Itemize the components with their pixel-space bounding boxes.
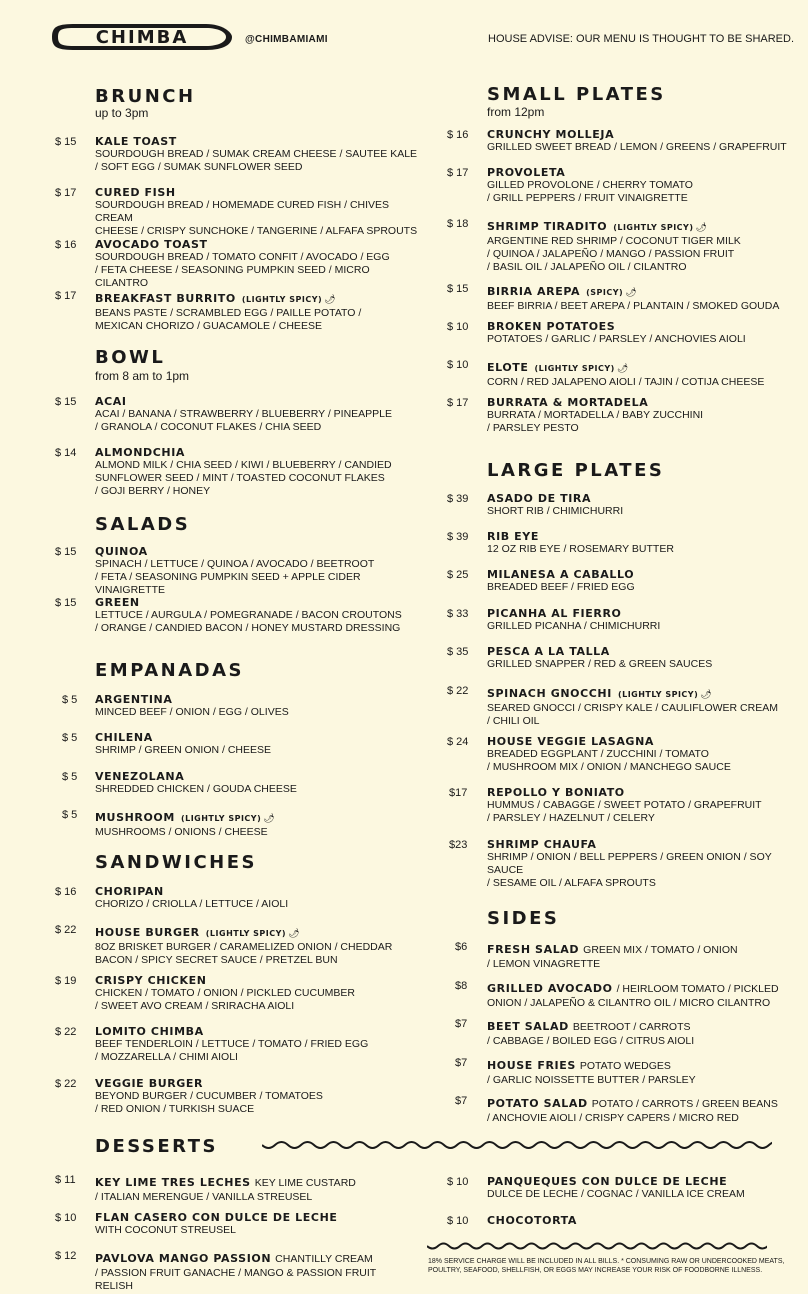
- item-price: $ 15: [447, 283, 469, 295]
- item-desc-line: GRILLED PICANHA / CHIMICHURRI: [487, 620, 661, 632]
- item-name: LOMITO CHIMBA: [95, 1025, 204, 1038]
- item-desc-inline: CHANTILLY CREAM: [275, 1253, 373, 1265]
- item-price: $ 17: [55, 187, 77, 199]
- menu-item: [455, 1094, 787, 1125]
- item-desc-line: BURRATA / MORTADELLA / BABY ZUCCHINI: [487, 409, 704, 421]
- menu-item: [447, 128, 807, 154]
- item-price: $ 22: [55, 924, 77, 936]
- item-name: SHRIMP TIRADITO: [487, 220, 608, 233]
- spice-tag: (LIGHTLY SPICY): [534, 364, 615, 373]
- item-name: SPINACH GNOCCHI: [487, 687, 612, 700]
- item-desc-line: SUNFLOWER SEED / MINT / TOASTED COCONUT FLAKES: [95, 472, 385, 484]
- item-desc-line: GILLED PROVOLONE / CHERRY TOMATO: [487, 179, 693, 191]
- item-price: $ 17: [55, 290, 77, 302]
- menu-item: [62, 770, 425, 796]
- item-price: $ 39: [447, 493, 469, 505]
- menu-item: [55, 289, 425, 333]
- menu-item: [447, 568, 807, 594]
- menu-item: [455, 1017, 787, 1048]
- item-desc-line: MEXICAN CHORIZO / GUACAMOLE / CHEESE: [95, 320, 322, 332]
- item-price: $ 10: [447, 359, 469, 371]
- item-name: BREAKFAST BURRITO: [95, 292, 236, 305]
- item-price: $ 15: [55, 597, 77, 609]
- item-price: $ 5: [62, 732, 78, 744]
- menu-item: [55, 238, 425, 290]
- item-desc-line: ACAI / BANANA / STRAWBERRY / BLUEBERRY / PINEAPPLE: [95, 408, 393, 420]
- item-name: VEGGIE BURGER: [95, 1077, 204, 1090]
- item-desc-line: / QUINOA / JALAPEÑO / MANGO / PASSION FRUIT: [487, 248, 735, 260]
- item-desc-line: CORN / RED JALAPENO AIOLI / TAJIN / COTIJA CHEESE: [487, 376, 765, 388]
- item-price: $ 35: [447, 646, 469, 658]
- item-price: $ 15: [55, 546, 77, 558]
- item-desc-line: GRILLED SNAPPER / RED & GREEN SAUCES: [487, 658, 713, 670]
- item-price: $ 16: [55, 886, 77, 898]
- spice-tag: (LIGHTLY SPICY): [205, 929, 287, 938]
- item-desc-line: / ITALIAN MERENGUE / VANILLA STREUSEL: [95, 1191, 313, 1203]
- menu-item: [447, 684, 807, 728]
- item-name: RIB EYE: [487, 530, 539, 543]
- item-price: $ 14: [55, 447, 77, 459]
- menu-item: [55, 885, 425, 911]
- menu-item: [55, 1249, 395, 1293]
- section-sub-bowl: from 8 am to 1pm: [95, 369, 190, 383]
- item-price: $ 15: [55, 396, 77, 408]
- item-desc-line: / GRANOLA / COCONUT FLAKES / CHIA SEED: [95, 421, 322, 433]
- item-desc-line: WITH COCONUT STREUSEL: [95, 1224, 236, 1236]
- menu-item: [449, 838, 807, 890]
- menu-item: [55, 596, 425, 635]
- house-advise: HOUSE ADVISE: OUR MENU IS THOUGHT TO BE SHARED.: [488, 33, 795, 45]
- item-price: $8: [455, 980, 468, 992]
- item-desc-line: SHORT RIB / CHIMICHURRI: [487, 505, 624, 517]
- item-price: $ 10: [55, 1212, 77, 1224]
- item-name: GRILLED AVOCADO: [487, 982, 613, 995]
- item-desc-line: / FETA / SEASONING PUMPKIN SEED + APPLE CIDER VINAIGRETTE: [95, 571, 361, 596]
- menu-item: [455, 979, 787, 1010]
- instagram-handle: @CHIMBAMIAMI: [245, 34, 328, 45]
- item-name: AVOCADO TOAST: [95, 238, 208, 251]
- menu-item: [447, 735, 807, 774]
- item-desc-line: POTATOES / GARLIC / PARSLEY / ANCHOVIES AIOLI: [487, 333, 746, 345]
- section-sub-brunch: up to 3pm: [95, 106, 149, 120]
- menu-item: [447, 396, 807, 435]
- item-desc-line: / PARSLEY / HAZELNUT / CELERY: [487, 812, 655, 824]
- item-desc-inline: GREEN MIX / TOMATO / ONION: [583, 944, 738, 956]
- menu-item: [55, 446, 425, 498]
- menu-item: [55, 923, 425, 967]
- spice-tag: (LIGHTLY SPICY): [180, 814, 262, 823]
- menu-item: [447, 645, 807, 671]
- item-desc-line: / BASIL OIL / JALAPEÑO OIL / CILANTRO: [487, 261, 687, 273]
- menu-item: [55, 545, 425, 597]
- item-desc-line: BREADED BEEF / FRIED EGG: [487, 581, 635, 593]
- item-desc-inline: KEY LIME CUSTARD: [254, 1177, 356, 1189]
- item-name: CURED FISH: [95, 186, 176, 199]
- item-desc-line: SEARED GNOCCI / CRISPY KALE / CAULIFLOWER CREAM: [487, 702, 778, 714]
- item-name: SHRIMP CHAUFA: [487, 838, 597, 851]
- item-name: ACAI: [95, 395, 127, 408]
- item-price: $ 18: [447, 218, 469, 230]
- spice-tag: (SPICY): [586, 288, 624, 297]
- menu-item: [62, 731, 425, 757]
- item-price: $ 22: [55, 1078, 77, 1090]
- item-price: $ 39: [447, 531, 469, 543]
- menu-item: [455, 1056, 787, 1087]
- item-price: $6: [455, 941, 468, 953]
- item-desc-line: SOURDOUGH BREAD / SUMAK CREAM CHEESE / SAUTEE KALE: [95, 148, 418, 160]
- item-desc-line: / GRILL PEPPERS / FRUIT VINAIGRETTE: [487, 192, 688, 204]
- section-title-sides: SIDES: [487, 908, 560, 929]
- item-desc-line: / GARLIC NOISSETTE BUTTER / PARSLEY: [487, 1074, 696, 1086]
- item-price: $7: [455, 1095, 468, 1107]
- item-price: $ 17: [447, 397, 469, 409]
- wave-divider: [427, 1240, 767, 1252]
- item-name: PICANHA AL FIERRO: [487, 607, 622, 620]
- item-name: POTATO SALAD: [487, 1097, 588, 1110]
- item-price: $ 5: [62, 809, 78, 821]
- item-desc-line: LETTUCE / AURGULA / POMEGRANADE / BACON CROUTONS: [95, 609, 402, 621]
- item-desc-line: BEEF BIRRIA / BEET AREPA / PLANTAIN / SMOKED GOUDA: [487, 300, 780, 312]
- item-name: BEET SALAD: [487, 1020, 569, 1033]
- item-name: HOUSE BURGER: [95, 926, 200, 939]
- item-name: ARGENTINA: [95, 693, 173, 706]
- item-desc-line: / CHILI OIL: [487, 715, 540, 727]
- item-desc-inline: POTATO WEDGES: [579, 1060, 671, 1072]
- section-title-salads: SALADS: [95, 514, 191, 535]
- item-name: FRESH SALAD: [487, 943, 580, 956]
- menu-item: [447, 530, 807, 556]
- item-price: $23: [449, 839, 468, 851]
- service-charge-note: 18% SERVICE CHARGE WILL BE INCLUDED IN ALL BILLS. * CONSUMING RAW OR UNDERCOOKED MEATS, POULTRY, SEAFOOD, SHELLFISH, OR EGGS MAY INCREASE YOUR RISK OF FOODBORNE ILLNESS.: [428, 1258, 785, 1274]
- menu-item: [447, 282, 807, 313]
- item-desc-line: BACON / SPICY SECRET SAUCE / PRETZEL BUN: [95, 954, 338, 966]
- item-desc-line: SHRIMP / ONION / BELL PEPPERS / GREEN ONION / SOY SAUCE: [487, 851, 772, 876]
- item-price: $ 10: [447, 321, 469, 333]
- item-name: ELOTE: [487, 361, 529, 374]
- item-name: HOUSE FRIES: [487, 1059, 576, 1072]
- item-desc-line: CHICKEN / TOMATO / ONION / PICKLED CUCUMBER: [95, 987, 356, 999]
- item-desc-line: / SOFT EGG / SUMAK SUNFLOWER SEED: [95, 161, 303, 173]
- chili-icon: 🌶: [625, 287, 637, 297]
- item-price: $ 24: [447, 736, 469, 748]
- item-desc-line: / MOZZARELLA / CHIMI AIOLI: [95, 1051, 238, 1063]
- item-price: $ 10: [447, 1215, 469, 1227]
- item-price: $ 16: [55, 239, 77, 251]
- item-desc-line: / LEMON VINAGRETTE: [487, 958, 601, 970]
- item-name: QUINOA: [95, 545, 148, 558]
- menu-item: [447, 492, 807, 518]
- item-desc-line: ARGENTINE RED SHRIMP / COCONUT TIGER MILK: [487, 235, 741, 247]
- section-title-brunch: BRUNCH: [95, 86, 196, 107]
- item-name: PROVOLETA: [487, 166, 566, 179]
- item-price: $ 15: [55, 136, 77, 148]
- item-desc-line: SHREDDED CHICKEN / GOUDA CHEESE: [95, 783, 297, 795]
- item-desc-line: / PARSLEY PESTO: [487, 422, 579, 434]
- item-desc-line: SPINACH / LETTUCE / QUINOA / AVOCADO / BEETROOT: [95, 558, 375, 570]
- item-name: CRUNCHY MOLLEJA: [487, 128, 615, 141]
- item-name: FLAN CASERO CON DULCE DE LECHE: [95, 1211, 338, 1224]
- wave-divider: [262, 1138, 772, 1152]
- item-name: ALMONDCHIA: [95, 446, 186, 459]
- item-desc-inline: / HEIRLOOM TOMATO / PICKLED: [616, 983, 779, 995]
- section-title-empanadas: EMPANADAS: [95, 660, 245, 681]
- item-desc-line: / ORANGE / CANDIED BACON / HONEY MUSTARD DRESSING: [95, 622, 401, 634]
- item-desc-line: 8OZ BRISKET BURGER / CARAMELIZED ONION / CHEDDAR: [95, 941, 393, 953]
- item-name: MUSHROOM: [95, 811, 175, 824]
- item-desc-inline: POTATO / CARROTS / GREEN BEANS: [591, 1098, 778, 1110]
- section-title-small-plates: SMALL PLATES: [487, 84, 666, 105]
- item-name: PESCA A LA TALLA: [487, 645, 610, 658]
- item-price: $ 10: [447, 1176, 469, 1188]
- item-name: CHILENA: [95, 731, 153, 744]
- item-price: $17: [449, 787, 468, 799]
- item-price: $7: [455, 1018, 468, 1030]
- item-desc-line: / SWEET AVO CREAM / SRIRACHA AIOLI: [95, 1000, 295, 1012]
- item-desc-line: HUMMUS / CABAGGE / SWEET POTATO / GRAPEFRUIT: [487, 799, 762, 811]
- item-name: BIRRIA AREPA: [487, 285, 581, 298]
- chimba-logo: [46, 22, 236, 52]
- item-desc-line: BEANS PASTE / SCRAMBLED EGG / PAILLE POTATO /: [95, 307, 362, 319]
- menu-item: [55, 186, 425, 238]
- chili-icon: 🌶: [324, 294, 336, 304]
- item-desc-line: / CABBAGE / BOILED EGG / CITRUS AIOLI: [487, 1035, 695, 1047]
- menu-item: [62, 693, 425, 719]
- chili-icon: 🌶: [695, 222, 707, 232]
- item-name: BURRATA & MORTADELA: [487, 396, 649, 409]
- chili-icon: 🌶: [288, 928, 300, 938]
- item-desc-line: SHRIMP / GREEN ONION / CHEESE: [95, 744, 272, 756]
- item-desc-line: BEYOND BURGER / CUCUMBER / TOMATOES: [95, 1090, 323, 1102]
- item-desc-line: ALMOND MILK / CHIA SEED / KIWI / BLUEBERRY / CANDIED: [95, 459, 392, 471]
- item-desc-line: 12 OZ RIB EYE / ROSEMARY BUTTER: [487, 543, 674, 555]
- item-price: $ 12: [55, 1250, 77, 1262]
- menu-item: [447, 166, 807, 205]
- menu-item: [449, 786, 807, 825]
- menu-item: [447, 320, 807, 346]
- menu-item: [55, 135, 425, 174]
- item-price: $ 5: [62, 694, 78, 706]
- item-desc-line: SOURDOUGH BREAD / HOMEMADE CURED FISH / CHIVES CREAM: [95, 199, 390, 224]
- menu-item: [447, 1214, 787, 1227]
- item-desc-inline: BEETROOT / CARROTS: [572, 1021, 691, 1033]
- section-title-large-plates: LARGE PLATES: [487, 460, 665, 481]
- item-name: PANQUEQUES CON DULCE DE LECHE: [487, 1175, 728, 1188]
- item-desc-line: BREADED EGGPLANT / ZUCCHINI / TOMATO: [487, 748, 709, 760]
- menu-item: [62, 808, 425, 839]
- item-desc-line: / RED ONION / TURKISH SUACE: [95, 1103, 255, 1115]
- menu-item: [447, 358, 807, 389]
- item-name: HOUSE VEGGIE LASAGNA: [487, 735, 654, 748]
- menu-item: [55, 1173, 395, 1204]
- menu-item: [55, 974, 425, 1013]
- menu-item: [447, 217, 807, 274]
- item-price: $ 22: [55, 1026, 77, 1038]
- item-desc-line: MINCED BEEF / ONION / EGG / OLIVES: [95, 706, 289, 718]
- item-name: KEY LIME TRES LECHES: [95, 1176, 251, 1189]
- menu-item: [55, 1211, 395, 1237]
- item-desc-line: DULCE DE LECHE / COGNAC / VANILLA ICE CREAM: [487, 1188, 745, 1200]
- item-desc-line: SOURDOUGH BREAD / TOMATO CONFIT / AVOCADO / EGG: [95, 251, 390, 263]
- svg-text:CHIMBA: CHIMBA: [95, 27, 189, 48]
- item-price: $ 25: [447, 569, 469, 581]
- item-desc-line: GRILLED SWEET BREAD / LEMON / GREENS / GRAPEFRUIT: [487, 141, 787, 153]
- chili-icon: 🌶: [263, 813, 275, 823]
- item-desc-line: / ANCHOVIE AIOLI / CRISPY CAPERS / MICRO RED: [487, 1112, 739, 1124]
- item-desc-line: MUSHROOMS / ONIONS / CHEESE: [95, 826, 268, 838]
- section-title-desserts: DESSERTS: [95, 1136, 218, 1157]
- item-name: VENEZOLANA: [95, 770, 185, 783]
- item-name: KALE TOAST: [95, 135, 177, 148]
- spice-tag: (LIGHTLY SPICY): [613, 223, 694, 232]
- menu-item: [447, 607, 807, 633]
- section-title-bowl: BOWL: [95, 347, 166, 368]
- item-price: $ 17: [447, 167, 469, 179]
- item-desc-line: CHORIZO / CRIOLLA / LETTUCE / AIOLI: [95, 898, 289, 910]
- item-desc-line: / SESAME OIL / ALFAFA SPROUTS: [487, 877, 656, 889]
- item-name: BROKEN POTATOES: [487, 320, 616, 333]
- item-desc-line: / GOJI BERRY / HONEY: [95, 485, 211, 497]
- item-name: PAVLOVA MANGO PASSION: [95, 1252, 272, 1265]
- menu-item: [447, 1175, 787, 1201]
- item-desc-line: BEEF TENDERLOIN / LETTUCE / TOMATO / FRIED EGG: [95, 1038, 369, 1050]
- item-price: $ 33: [447, 608, 469, 620]
- section-title-sandwiches: SANDWICHES: [95, 852, 257, 873]
- menu-item: [55, 1025, 425, 1064]
- spice-tag: (LIGHTLY SPICY): [617, 690, 699, 699]
- item-price: $7: [455, 1057, 468, 1069]
- item-price: $ 16: [447, 129, 469, 141]
- item-desc-line: CHEESE / CRISPY SUNCHOKE / TANGERINE / ALFAFA SPROUTS: [95, 225, 418, 237]
- chili-icon: 🌶: [616, 363, 629, 373]
- item-name: CHORIPAN: [95, 885, 164, 898]
- spice-tag: (LIGHTLY SPICY): [241, 295, 323, 304]
- menu-item: [455, 940, 787, 971]
- item-name: MILANESA A CABALLO: [487, 568, 635, 581]
- chili-icon: 🌶: [700, 689, 712, 699]
- item-name: CHOCOTORTA: [487, 1214, 578, 1227]
- menu-item: [55, 1077, 425, 1116]
- item-name: ASADO DE TIRA: [487, 492, 592, 505]
- item-name: CRISPY CHICKEN: [95, 974, 207, 987]
- item-price: $ 5: [62, 771, 78, 783]
- item-desc-line: / PASSION FRUIT GANACHE / MANGO & PASSION FRUIT RELISH: [95, 1267, 377, 1292]
- item-name: REPOLLO Y BONIATO: [487, 786, 625, 799]
- item-price: $ 11: [55, 1174, 76, 1186]
- section-sub-small-plates: from 12pm: [487, 105, 545, 119]
- item-desc-line: ONION / JALAPEÑO & CILANTRO OIL / MICRO CILANTRO: [487, 997, 771, 1009]
- item-name: GREEN: [95, 596, 140, 609]
- item-price: $ 22: [447, 685, 469, 697]
- menu-item: [55, 395, 425, 434]
- item-desc-line: / MUSHROOM MIX / ONION / MANCHEGO SAUCE: [487, 761, 731, 773]
- item-desc-line: / FETA CHEESE / SEASONING PUMPKIN SEED / MICRO CILANTRO: [95, 264, 370, 289]
- item-price: $ 19: [55, 975, 77, 987]
